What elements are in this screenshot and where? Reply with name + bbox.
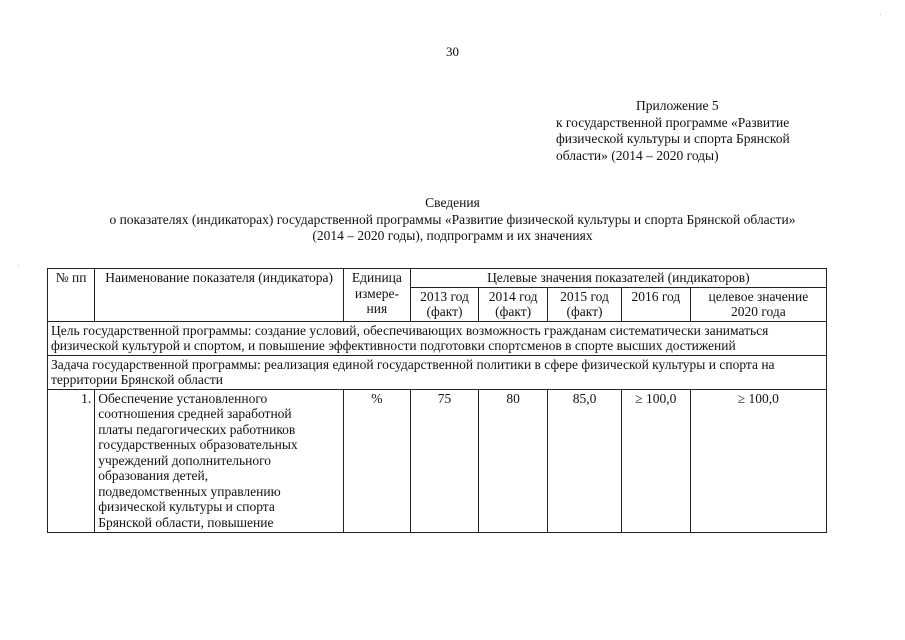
- appendix-line: к государственной программе «Развитие: [556, 114, 790, 130]
- row-number: 1.: [48, 389, 95, 532]
- header-target-2020: целевое значение 2020 года: [690, 287, 826, 321]
- indicators-table: [47, 268, 827, 533]
- indicator-name: [95, 389, 344, 532]
- header-year-2015: 2015 год (факт): [547, 287, 621, 321]
- indicator-name-line: государственных образовательных: [98, 437, 298, 452]
- indicator-name-line: физической культуры и спорта: [98, 499, 275, 514]
- indicator-name-line: образования детей,: [98, 468, 209, 483]
- appendix-title: Приложение 5: [636, 98, 719, 113]
- heading-line: (2014 – 2020 годы), подпрограмм и их значениях: [312, 228, 593, 243]
- indicator-name-line: Обеспечение установленного: [98, 390, 268, 406]
- table-header-row: [48, 269, 827, 288]
- task-row: [48, 355, 827, 389]
- value-2014: 80: [479, 389, 548, 532]
- indicator-name-line: Брянской области, повышение: [98, 514, 274, 530]
- document-heading: [0, 195, 905, 245]
- indicator-name-line: подведомственных управлению: [98, 483, 281, 499]
- indicator-name-line: платы педагогических работников: [98, 421, 296, 437]
- page-number: 30: [446, 44, 459, 59]
- header-year-2014: 2014 год (факт): [479, 287, 548, 321]
- value-2015: 85,0: [547, 389, 621, 532]
- header-name: Наименование показателя (индикатора): [95, 269, 344, 322]
- indicator-name-line: соотношения средней заработной: [98, 406, 292, 421]
- appendix-line: физической культуры и спорта Брянской: [556, 131, 790, 146]
- value-2016: ≥ 100,0: [622, 389, 691, 532]
- program-goal: Цель государственной программы: создание условий, обеспечивающих возможность гражданам систематически заниматься физической культурой и спортом, и повышение эффективности подготовки спортсменов в спорте высших достижений: [48, 321, 827, 355]
- header-year-2016: 2016 год: [622, 287, 691, 321]
- goal-row: [48, 321, 827, 355]
- scan-speck: [18, 265, 19, 266]
- table-row: [48, 389, 827, 532]
- indicator-name-line: учреждений дополнительного: [98, 452, 272, 468]
- heading-line: о показателях (индикаторах) государственной программы «Развитие физической культуры и спорта Брянской области»: [109, 211, 796, 227]
- header-year-2013: 2013 год (факт): [410, 287, 479, 321]
- indicator-unit: %: [344, 389, 411, 532]
- header-unit: Единица измере-ния: [344, 269, 411, 322]
- value-2013: 75: [410, 389, 479, 532]
- value-2020: ≥ 100,0: [690, 389, 826, 532]
- appendix-note: [556, 98, 856, 164]
- program-task: Задача государственной программы: реализация единой государственной политики в сфере физической культуры и спорта на территории Брянской области: [48, 355, 827, 389]
- header-targets-group: Целевые значения показателей (индикаторов): [410, 269, 826, 288]
- appendix-line: области» (2014 – 2020 годы): [556, 147, 719, 163]
- scan-speck: [880, 14, 881, 15]
- heading-title: Сведения: [425, 195, 480, 210]
- header-no: № пп: [48, 269, 95, 322]
